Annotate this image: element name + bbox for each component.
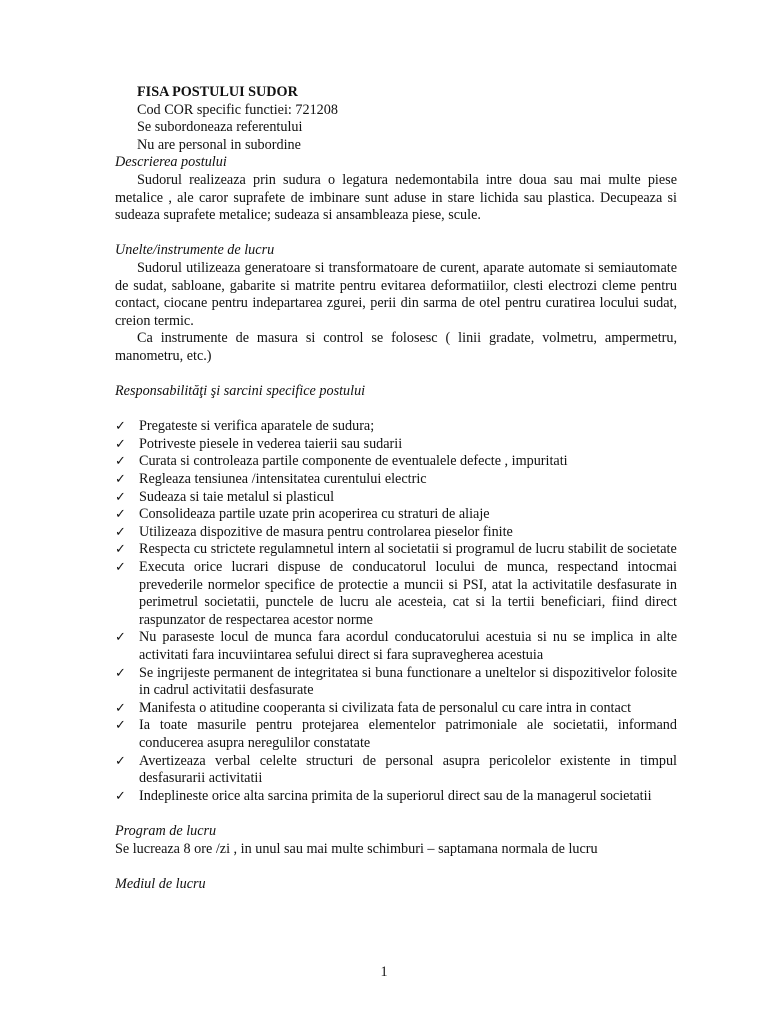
list-item: ✓ Consolideaza partile uzate prin acoperirea cu straturi de aliaje bbox=[115, 506, 490, 523]
list-item: ✓ Nu paraseste locul de munca fara acordul conducatorului acestuia si nu se implica in alte activitati fara incuviintarea sefului direct si fara supravegherea acestuia bbox=[115, 629, 677, 663]
list-item: ✓ Regleaza tensiunea /intensitatea curentului electric bbox=[115, 471, 427, 488]
document-title: FISA POSTULUI SUDOR bbox=[137, 84, 298, 100]
check-icon: ✓ bbox=[115, 753, 126, 769]
check-icon: ✓ bbox=[115, 560, 126, 576]
list-item: ✓ Potriveste piesele in vederea taierii sau sudarii bbox=[115, 435, 403, 452]
check-icon: ✓ bbox=[115, 524, 126, 540]
section-title-program: Program de lucru bbox=[115, 822, 217, 839]
document-content bbox=[115, 84, 677, 893]
list-item: ✓ Indeplineste orice alta sarcina primita de la superiorul direct sau de la managerul societatii bbox=[115, 787, 652, 804]
unelte-paragraph-1: Sudorul utilizeaza generatoare si transformatoare de curent, aparate automate si semiautomate de sudat, sabloane, gabarite si matrite pentru evitarea deformatiilor, clesti electrozi cleme pentru contact, ciocane pentru indepartarea zgurei, perii din sarma de otel pentru curatirea locului sudat, creion termic. bbox=[115, 259, 677, 329]
check-icon: ✓ bbox=[115, 665, 126, 681]
list-item: ✓ Avertizeaza verbal celelte structuri de personal asupra pericolelor existente in timpul desfasurarii activitatii bbox=[115, 752, 677, 787]
list-item: ✓ Ia toate masurile pentru protejarea elementelor patrimoniale ale societatii, informand conducerea asupra neregulilor constatate bbox=[115, 717, 677, 751]
list-item: ✓ Sudeaza si taie metalul si plasticul bbox=[115, 488, 335, 505]
section-title-mediu: Mediul de lucru bbox=[115, 875, 206, 892]
list-item: ✓ Utilizeaza dispozitive de masura pentru controlarea pieselor finite bbox=[115, 523, 513, 540]
list-item: ✓ Pregateste si verifica aparatele de sudura; bbox=[115, 418, 375, 435]
check-icon: ✓ bbox=[115, 507, 126, 523]
list-item: ✓ Executa orice lucrari dispuse de conducatorul locului de munca, respectand intocmai prevederile normelor specifice de protectie a muncii si PSI, atat la activitatile desfasurate in perimetrul societatii, punctele de lucru ale acesteia, cat si la tertii beneficiari, fiind direct raspunzator de respectarea acestor norme bbox=[115, 559, 677, 628]
check-icon: ✓ bbox=[115, 630, 126, 646]
list-item: ✓ Curata si controleaza partile componente de eventualele defecte , impuritati bbox=[115, 453, 568, 470]
page-number: 1 bbox=[380, 964, 388, 980]
check-icon: ✓ bbox=[115, 788, 126, 804]
cod-cor-line: Cod COR specific functiei: 721208 bbox=[137, 101, 338, 118]
section-title-unelte: Unelte/instrumente de lucru bbox=[115, 242, 275, 259]
tasks-list bbox=[115, 418, 677, 805]
section-title-responsabilitati: Responsabilităţi şi sarcini specifice postului bbox=[115, 383, 366, 400]
subordination-line: Se subordoneaza referentului bbox=[137, 119, 303, 136]
list-item: ✓ Manifesta o atitudine cooperanta si civilizata fata de personalul cu care intra in contact bbox=[115, 699, 632, 716]
check-icon: ✓ bbox=[115, 489, 126, 505]
list-item: ✓ Se ingrijeste permanent de integritatea si buna functionare a uneltelor si dispozitivelor folosite in cadrul activitatii desfasurate bbox=[115, 664, 677, 699]
list-item: ✓ Respecta cu strictete regulamnetul intern al societatii si programul de lucru stabilit de societate bbox=[115, 541, 677, 558]
check-icon: ✓ bbox=[115, 700, 126, 716]
check-icon: ✓ bbox=[115, 718, 126, 734]
descriere-paragraph: Sudorul realizeaza prin sudura o legatura nedemontabila intre doua sau mai multe piese metalice , ale caror suprafete de imbinare sunt aduse in stare lichida sau plastica. Decupeaza si sudeaza suprafete metalice; sudeaza si ansambleaza piese, scule. bbox=[115, 171, 677, 224]
program-paragraph: Se lucreaza 8 ore /zi , in unul sau mai multe schimburi – saptamana normala de lucru bbox=[115, 840, 598, 857]
check-icon: ✓ bbox=[115, 436, 126, 452]
check-icon: ✓ bbox=[115, 472, 126, 488]
check-icon: ✓ bbox=[115, 454, 126, 470]
staff-line: Nu are personal in subordine bbox=[137, 136, 301, 153]
check-icon: ✓ bbox=[115, 542, 126, 558]
check-icon: ✓ bbox=[115, 419, 126, 435]
unelte-paragraph-2: Ca instrumente de masura si control se folosesc ( linii gradate, volmetru, ampermetru, manometru, etc.) bbox=[115, 330, 677, 364]
section-title-descriere: Descrierea postului bbox=[115, 154, 227, 171]
